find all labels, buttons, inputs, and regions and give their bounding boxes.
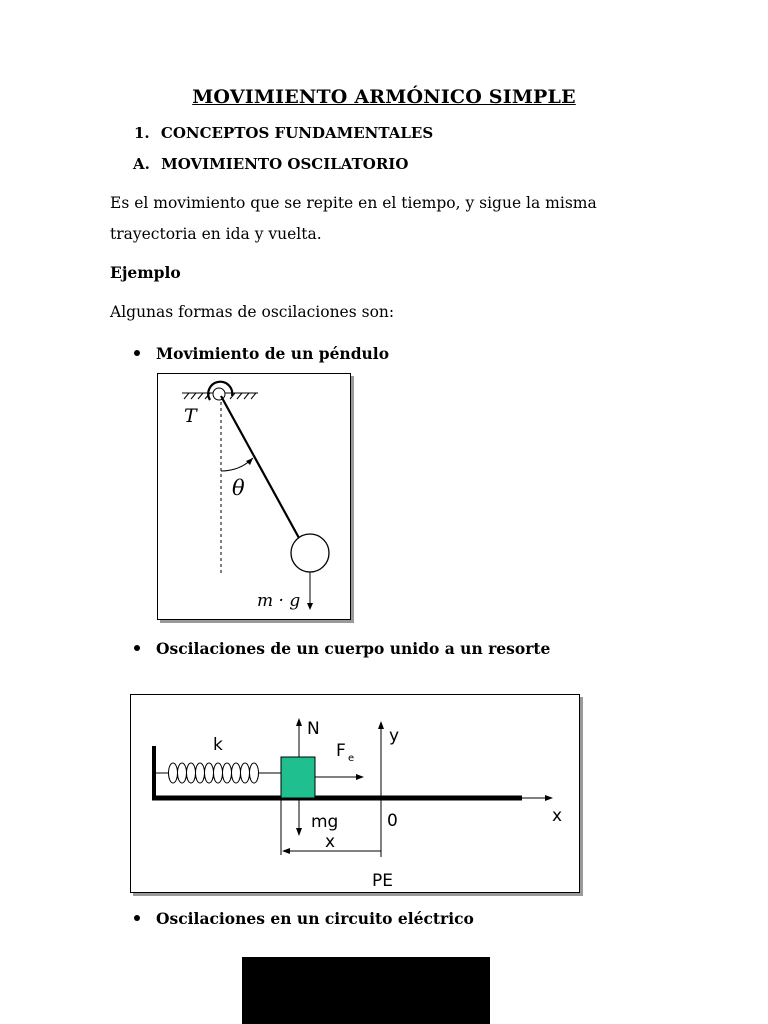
pendulum-rod: [221, 396, 299, 538]
elastic-arrowhead-icon: [356, 774, 364, 780]
subsection-heading: [133, 155, 408, 173]
x-axis-arrowhead-icon: [545, 795, 553, 801]
pendulum-figure: [157, 373, 351, 620]
bullet-circuit-text: Oscilaciones en un circuito eléctrico: [156, 909, 474, 928]
weight-arrowhead-icon: [296, 828, 302, 836]
bullet-spring: [134, 639, 550, 658]
intro-text: Algunas formas de oscilaciones son:: [110, 303, 395, 321]
mass-block: [281, 757, 315, 798]
example-heading: Ejemplo: [110, 263, 181, 282]
subsection-letter: A.: [133, 155, 150, 173]
section-heading: [134, 124, 433, 142]
equilibrium-label: PE: [372, 871, 393, 891]
angle-label: θ: [232, 476, 245, 500]
normal-label: N: [307, 719, 320, 739]
tension-label: T: [184, 405, 197, 427]
pendulum-bob: [291, 534, 329, 572]
definition-line-1: Es el movimiento que se repite en el tiempo, y sigue la misma: [110, 194, 597, 212]
displacement-arrowhead-icon: [282, 848, 290, 854]
weight-arrowhead-icon: [307, 603, 313, 610]
x-axis-label: x: [552, 806, 563, 826]
spring-figure: [130, 694, 580, 893]
bullet-circuit: [134, 909, 474, 928]
angle-arc-icon: [221, 458, 253, 471]
bullet-pendulum-text: Movimiento de un péndulo: [156, 344, 390, 363]
bullet-pendulum: [134, 344, 389, 363]
origin-label: 0: [387, 811, 398, 831]
angle-arrowhead-icon: [246, 458, 253, 465]
displacement-label: x: [325, 832, 336, 852]
weight-label: m · g: [257, 591, 301, 611]
y-axis-label: y: [389, 726, 400, 746]
section-number: 1.: [134, 124, 150, 142]
force-label: F: [336, 741, 346, 761]
y-axis-arrowhead-icon: [378, 721, 384, 729]
definition-line-2: trayectoria en ida y vuelta.: [110, 225, 322, 243]
bullet-dot-icon: [134, 645, 140, 651]
bullet-spring-text: Oscilaciones de un cuerpo unido a un resorte: [156, 639, 551, 658]
normal-arrowhead-icon: [296, 718, 302, 726]
weight-label: mg: [311, 812, 339, 832]
page-title: MOVIMIENTO ARMÓNICO SIMPLE: [192, 86, 576, 108]
spring-diagram: [131, 695, 579, 892]
bullet-dot-icon: [134, 350, 140, 356]
spring-constant-label: k: [213, 735, 223, 755]
subsection-heading-text: MOVIMIENTO OSCILATORIO: [161, 155, 409, 173]
circuit-image: [242, 957, 490, 1024]
section-heading-text: CONCEPTOS FUNDAMENTALES: [160, 124, 434, 142]
spring-icon: [156, 763, 281, 783]
bullet-dot-icon: [134, 915, 140, 921]
force-subscript: e: [348, 753, 355, 764]
pendulum-diagram: [158, 374, 350, 619]
